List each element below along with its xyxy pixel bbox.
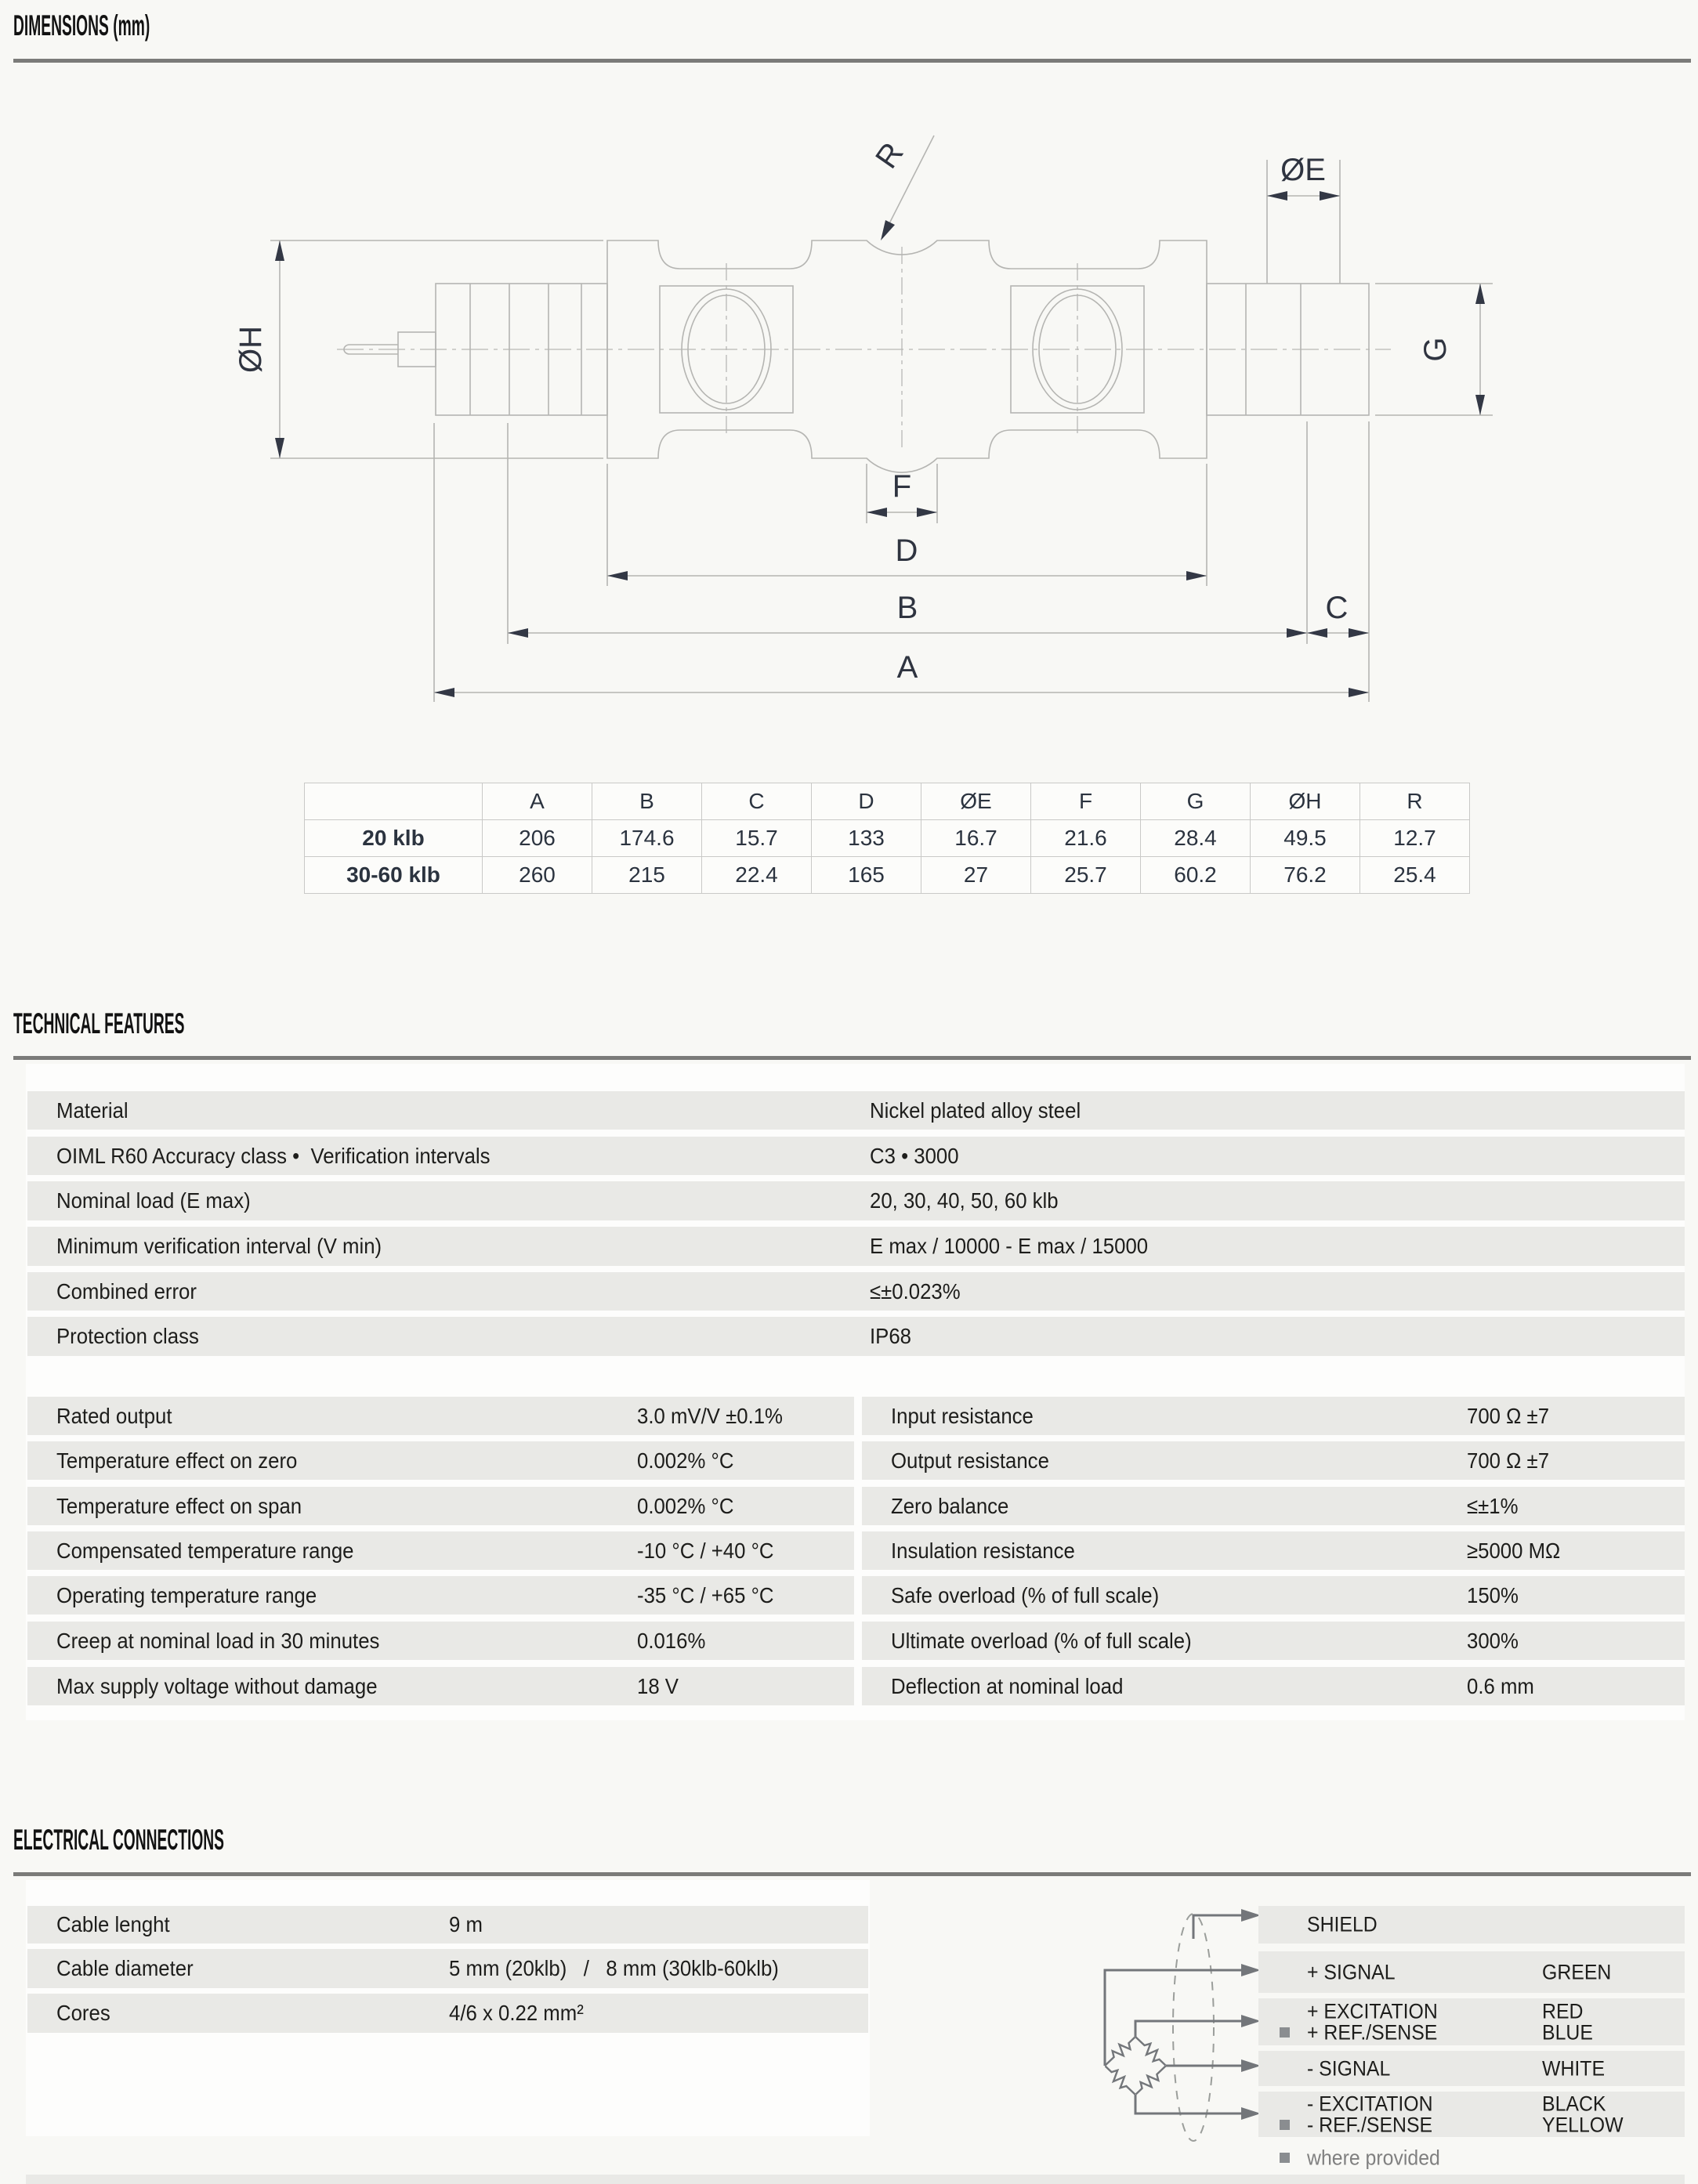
spec-value: 0.6 mm <box>1467 1673 1534 1698</box>
r-leader-arrow <box>881 220 895 240</box>
spec-row <box>862 1397 1685 1435</box>
spec-label: Output resistance <box>891 1448 1049 1473</box>
spec-value: ≥5000 MΩ <box>1467 1538 1561 1563</box>
next-section-row-sliver <box>26 2175 1685 2184</box>
spec-row <box>27 1994 868 2033</box>
col-header: ØE <box>921 783 1031 820</box>
cell: 27 <box>921 857 1031 894</box>
wire-label: + EXCITATION <box>1307 1999 1438 2023</box>
wire-color: GREEN <box>1542 1960 1612 1983</box>
dim-label-d: D <box>895 533 918 568</box>
dim-label-r: R <box>869 136 911 175</box>
cell: 260 <box>483 857 592 894</box>
spec-value: 700 Ω ±7 <box>1467 1403 1550 1428</box>
plus-excitation-wire <box>1135 2021 1244 2037</box>
dim-label-g: G <box>1418 337 1453 362</box>
cell: 60.2 <box>1141 857 1251 894</box>
cell: 49.5 <box>1251 820 1360 857</box>
spec-label: Temperature effect on span <box>56 1493 302 1518</box>
spec-value: -35 °C / +65 °C <box>637 1582 774 1607</box>
spec-row <box>27 1397 854 1435</box>
spec-row <box>27 1906 868 1944</box>
wiring-line <box>1258 2021 1685 2044</box>
wire-color: RED <box>1542 1999 1584 2023</box>
spec-label: Ultimate overload (% of full scale) <box>891 1628 1192 1653</box>
wiring-line <box>1258 2113 1685 2136</box>
spec-row <box>862 1667 1685 1705</box>
spec-row <box>27 1091 1685 1130</box>
cable-shield-ellipse <box>1173 1914 1214 2141</box>
spec-value: 700 Ω ±7 <box>1467 1448 1550 1473</box>
wiring-line <box>1258 1961 1685 1983</box>
table-row <box>305 857 1470 894</box>
dim-label-b: B <box>896 591 918 625</box>
cell: 165 <box>812 857 921 894</box>
col-header: R <box>1360 783 1470 820</box>
spec-value: -10 °C / +40 °C <box>637 1538 774 1563</box>
spec-row <box>27 1487 854 1525</box>
dim-label-c: C <box>1325 591 1349 625</box>
col-header: A <box>483 783 592 820</box>
cell: 15.7 <box>702 820 812 857</box>
spec-value: 0.002% °C <box>637 1493 734 1518</box>
spec-value: 150% <box>1467 1582 1519 1607</box>
dim-a-arrow-left <box>434 688 454 697</box>
wiring-row-shield <box>1258 1906 1685 1944</box>
col-header: F <box>1031 783 1141 820</box>
spec-value: 20, 30, 40, 50, 60 klb <box>870 1188 1059 1213</box>
wiring-row-minus-signal <box>1258 2051 1685 2086</box>
wiring-line <box>1258 1913 1685 1936</box>
cell: 174.6 <box>592 820 702 857</box>
dim-f-arrow-left <box>867 508 887 517</box>
spec-label: Cores <box>56 2001 110 2025</box>
wire-color: BLUE <box>1542 2020 1593 2044</box>
spec-label: Input resistance <box>891 1403 1034 1428</box>
spec-label: OIML R60 Accuracy class • Verification intervals <box>56 1143 491 1168</box>
cell: 21.6 <box>1031 820 1141 857</box>
dim-c-arrow-right <box>1349 628 1369 638</box>
cell: 215 <box>592 857 702 894</box>
provided-marker-icon <box>1280 2120 1290 2130</box>
col-header: G <box>1141 783 1251 820</box>
spec-label: Temperature effect on zero <box>56 1448 298 1473</box>
col-header: ØH <box>1251 783 1360 820</box>
bridge-resistor <box>1132 2062 1170 2099</box>
dim-c-arrow-left <box>1307 628 1327 638</box>
dim-g-arrow-top <box>1475 284 1485 304</box>
cell: 133 <box>812 820 921 857</box>
body-outline <box>607 240 1207 472</box>
spec-label: Nominal load (E max) <box>56 1188 251 1213</box>
spec-row <box>27 1272 1685 1311</box>
spec-value: 0.016% <box>637 1628 706 1653</box>
spec-value: C3 • 3000 <box>870 1143 959 1168</box>
dim-f-arrow-right <box>917 508 937 517</box>
spec-label: Cable lenght <box>56 1912 170 1936</box>
electrical-connections-rule <box>13 1872 1691 1876</box>
spec-value: E max / 10000 - E max / 15000 <box>870 1234 1149 1258</box>
table-row <box>305 820 1470 857</box>
spec-row <box>27 1137 1685 1175</box>
wiring-line <box>1258 2057 1685 2080</box>
bridge-resistor <box>1102 2062 1139 2099</box>
dim-a-arrow-right <box>1349 688 1369 697</box>
spec-label: Max supply voltage without damage <box>56 1673 378 1698</box>
cell: 28.4 <box>1141 820 1251 857</box>
spec-label: Minimum verification interval (V min) <box>56 1234 382 1258</box>
spec-row <box>27 1531 854 1570</box>
spec-value: 4/6 x 0.22 mm² <box>449 2001 584 2025</box>
col-header: C <box>702 783 812 820</box>
dim-bc-lines <box>508 421 1369 702</box>
cell: 22.4 <box>702 857 812 894</box>
wiring-row-plus-excitation <box>1258 1998 1685 2045</box>
wire-label: + REF./SENSE <box>1307 2020 1438 2044</box>
spec-row <box>862 1576 1685 1614</box>
dim-label-oh: ØH <box>234 326 268 373</box>
cell: 12.7 <box>1360 820 1470 857</box>
spec-row <box>862 1622 1685 1660</box>
bridge-wires <box>1105 1915 1244 2113</box>
dim-d-arrow-left <box>607 571 628 580</box>
dim-label-a: A <box>896 650 918 685</box>
dim-b-arrow-left <box>508 628 528 638</box>
spec-row <box>27 1667 854 1705</box>
spec-label: Protection class <box>56 1324 199 1348</box>
dim-label-oe: ØE <box>1280 153 1326 187</box>
table-corner-cell <box>305 783 483 820</box>
wiring-footnote <box>1258 2146 1685 2170</box>
spec-label: Rated output <box>56 1403 172 1428</box>
wiring-line <box>1258 2000 1685 2023</box>
wire-color: YELLOW <box>1542 2113 1624 2136</box>
spec-row <box>27 1181 1685 1220</box>
dimensions-rule <box>13 59 1691 63</box>
wire-color: WHITE <box>1542 2056 1606 2080</box>
spec-value: 18 V <box>637 1673 679 1698</box>
row-label: 30-60 klb <box>305 857 483 894</box>
dim-oe-arrow-right <box>1320 191 1340 201</box>
wire-label: - EXCITATION <box>1307 2092 1433 2115</box>
cell: 206 <box>483 820 592 857</box>
wire-label: - SIGNAL <box>1307 2056 1391 2080</box>
shield-wire <box>1193 1915 1244 1939</box>
technical-features-title: TECHNICAL FEATURES <box>13 1007 185 1040</box>
spec-label: Insulation resistance <box>891 1538 1075 1563</box>
dim-d-arrow-right <box>1186 571 1207 580</box>
dimensions-table <box>304 783 1470 894</box>
spec-value: 9 m <box>449 1912 483 1936</box>
col-header: B <box>592 783 702 820</box>
spec-value: 0.002% °C <box>637 1448 734 1473</box>
footnote-text: where provided <box>1307 2146 1440 2170</box>
plus-signal-wire <box>1105 1970 1244 2066</box>
spec-value: Nickel plated alloy steel <box>870 1097 1081 1123</box>
spec-value: ≤±1% <box>1467 1493 1519 1518</box>
spec-value: IP68 <box>870 1324 912 1348</box>
spec-row <box>862 1487 1685 1525</box>
spec-row <box>27 1576 854 1614</box>
dim-oe-arrow-left <box>1267 191 1287 201</box>
wire-label: - REF./SENSE <box>1307 2113 1433 2136</box>
spec-label: Operating temperature range <box>56 1582 317 1607</box>
spec-row <box>27 1622 854 1660</box>
load-cell-drawing <box>231 90 1571 756</box>
spec-row <box>27 1949 868 1988</box>
spec-row <box>862 1441 1685 1480</box>
dimensions-section-title: DIMENSIONS (mm) <box>13 9 150 42</box>
cell: 16.7 <box>921 820 1031 857</box>
spec-value: 300% <box>1467 1628 1519 1653</box>
cell: 25.7 <box>1031 857 1141 894</box>
spec-value: 3.0 mV/V ±0.1% <box>637 1403 783 1428</box>
dim-label-f: F <box>892 469 912 504</box>
spec-row <box>862 1531 1685 1570</box>
spec-label: Material <box>56 1097 129 1123</box>
spec-row <box>27 1317 1685 1356</box>
spec-label: Safe overload (% of full scale) <box>891 1582 1160 1607</box>
spec-value: ≤±0.023% <box>870 1278 961 1304</box>
spec-label: Cable diameter <box>56 1956 194 1980</box>
wiring-row-minus-excitation <box>1258 2092 1685 2137</box>
wheatstone-bridge-diagram <box>1085 1884 1265 2166</box>
dim-oh-arrow-top <box>275 240 284 261</box>
wire-color: BLACK <box>1542 2092 1606 2115</box>
wire-label: SHIELD <box>1307 1912 1378 1936</box>
cell: 76.2 <box>1251 857 1360 894</box>
spec-row <box>27 1227 1685 1266</box>
wire-label: + SIGNAL <box>1307 1960 1396 1983</box>
bridge-resistor <box>1101 2033 1139 2070</box>
wiring-row-plus-signal <box>1258 1951 1685 1993</box>
spec-label: Deflection at nominal load <box>891 1673 1124 1698</box>
row-label: 20 klb <box>305 820 483 857</box>
col-header: D <box>812 783 921 820</box>
cell: 25.4 <box>1360 857 1470 894</box>
dim-oh-arrow-bottom <box>275 438 284 458</box>
dim-g-arrow-bottom <box>1475 395 1485 415</box>
minus-excitation-wire <box>1135 2095 1244 2113</box>
bridge-resistor <box>1131 2033 1169 2070</box>
spec-label: Compensated temperature range <box>56 1538 354 1563</box>
table-header-row <box>305 783 1470 820</box>
spec-label: Creep at nominal load in 30 minutes <box>56 1628 380 1653</box>
spec-value: 5 mm (20klb) / 8 mm (30klb-60klb) <box>449 1956 779 1980</box>
spec-row <box>27 1441 854 1480</box>
provided-marker-icon <box>1280 2153 1290 2163</box>
spec-label: Zero balance <box>891 1493 1009 1518</box>
electrical-connections-title: ELECTRICAL CONNECTIONS <box>13 1824 225 1856</box>
provided-marker-icon <box>1280 2027 1290 2038</box>
dim-b-arrow-right <box>1287 628 1307 638</box>
spec-label: Combined error <box>56 1278 197 1304</box>
technical-features-rule <box>13 1056 1691 1060</box>
wiring-line <box>1258 2092 1685 2115</box>
